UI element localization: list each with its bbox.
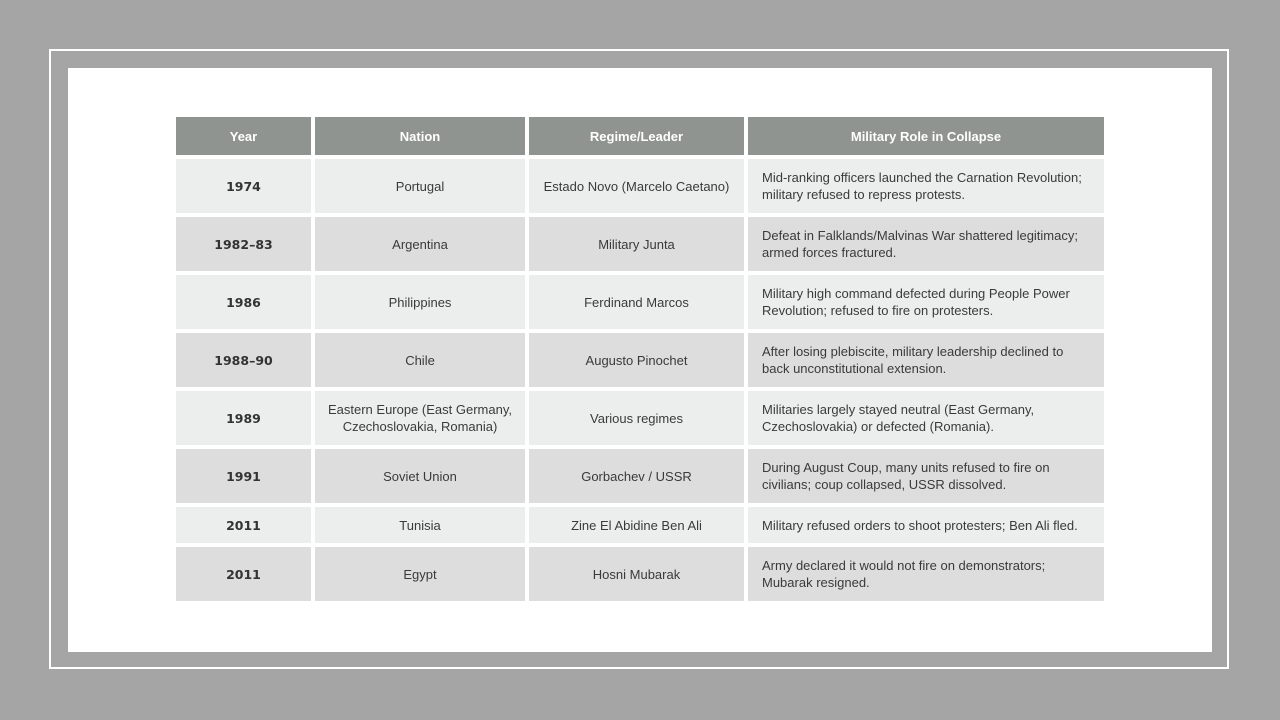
cell-regime: Augusto Pinochet: [529, 333, 744, 387]
cell-role: During August Coup, many units refused to fire on civilians; coup collapsed, USSR dissolved.: [748, 449, 1104, 503]
table-row: [176, 391, 1104, 445]
table-row: [176, 449, 1104, 503]
cell-nation: Egypt: [315, 547, 525, 601]
header-role: Military Role in Collapse: [748, 117, 1104, 155]
cell-role: Mid-ranking officers launched the Carnation Revolution; military refused to repress protests.: [748, 159, 1104, 213]
cell-nation: Argentina: [315, 217, 525, 271]
cell-regime: Various regimes: [529, 391, 744, 445]
table-header-row: [176, 117, 1104, 155]
table-row: [176, 333, 1104, 387]
table-row: [176, 507, 1104, 543]
table-row: [176, 547, 1104, 601]
cell-role: Army declared it would not fire on demonstrators; Mubarak resigned.: [748, 547, 1104, 601]
cell-nation: Eastern Europe (East Germany, Czechoslovakia, Romania): [315, 391, 525, 445]
slide: [68, 68, 1212, 652]
cell-regime: Zine El Abidine Ben Ali: [529, 507, 744, 543]
cell-regime: Ferdinand Marcos: [529, 275, 744, 329]
table-row: [176, 159, 1104, 213]
military-role-table: [172, 113, 1108, 605]
cell-role: Military refused orders to shoot protesters; Ben Ali fled.: [748, 507, 1104, 543]
cell-regime: Military Junta: [529, 217, 744, 271]
cell-nation: Tunisia: [315, 507, 525, 543]
cell-nation: Chile: [315, 333, 525, 387]
cell-role: Military high command defected during People Power Revolution; refused to fire on protesters.: [748, 275, 1104, 329]
cell-nation: Philippines: [315, 275, 525, 329]
cell-role: Defeat in Falklands/Malvinas War shattered legitimacy; armed forces fractured.: [748, 217, 1104, 271]
header-year: Year: [176, 117, 311, 155]
cell-regime: Gorbachev / USSR: [529, 449, 744, 503]
cell-regime: Hosni Mubarak: [529, 547, 744, 601]
header-regime: Regime/Leader: [529, 117, 744, 155]
cell-year: 1982–83: [176, 217, 311, 271]
cell-nation: Portugal: [315, 159, 525, 213]
header-nation: Nation: [315, 117, 525, 155]
cell-role: After losing plebiscite, military leadership declined to back unconstitutional extension.: [748, 333, 1104, 387]
cell-year: 2011: [176, 507, 311, 543]
cell-year: 1986: [176, 275, 311, 329]
cell-year: 1974: [176, 159, 311, 213]
table-row: [176, 275, 1104, 329]
cell-year: 1989: [176, 391, 311, 445]
table-row: [176, 217, 1104, 271]
cell-year: 2011: [176, 547, 311, 601]
cell-year: 1991: [176, 449, 311, 503]
cell-role: Militaries largely stayed neutral (East Germany, Czechoslovakia) or defected (Romania).: [748, 391, 1104, 445]
cell-nation: Soviet Union: [315, 449, 525, 503]
cell-year: 1988–90: [176, 333, 311, 387]
cell-regime: Estado Novo (Marcelo Caetano): [529, 159, 744, 213]
